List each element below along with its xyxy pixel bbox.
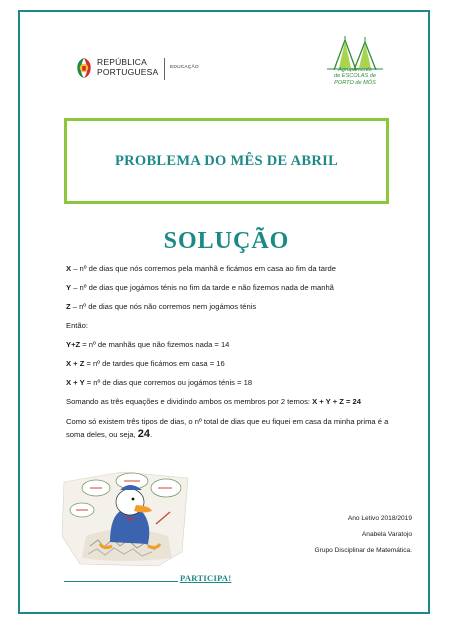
solution-body bbox=[66, 264, 406, 441]
definition-z bbox=[66, 302, 406, 312]
school-year: Ano Letivo 2018/2019 bbox=[347, 515, 412, 522]
equation-2-text: = nº de tardes que ficámos em casa = 16 bbox=[84, 359, 225, 368]
school-towers-icon bbox=[323, 36, 387, 70]
variable-z: Z bbox=[66, 302, 71, 311]
equation-1-text: = nº de manhãs que não fizemos nada = 14 bbox=[80, 340, 230, 349]
author-name: Anabela Varatojo bbox=[361, 531, 412, 538]
footer-underline bbox=[64, 581, 178, 582]
conclusion-text: Como só existem três tipos de dias, o nº total de dias que eu fiquei em casa da minha prima é a soma deles, ou seja, bbox=[66, 417, 389, 439]
school-group-name bbox=[323, 67, 387, 86]
definition-y-text: – nº de dias que jogámos ténis no fim da tarde e não fizemos nada de manhã bbox=[71, 283, 334, 292]
definition-x-text: – nº de dias que nós corremos pela manhã e ficámos em casa ao fim da tarde bbox=[71, 264, 336, 273]
ministry-label: EDUCAÇÃO bbox=[170, 65, 199, 70]
equation-3-text: = nº de dias que corremos ou jogámos ténis = 18 bbox=[84, 378, 253, 387]
logo-divider bbox=[164, 58, 165, 80]
then-label: Então: bbox=[66, 321, 88, 330]
conclusion bbox=[66, 415, 406, 441]
portuguesa-line: PORTUGUESA bbox=[97, 67, 159, 77]
school-line-1: Agrupamento bbox=[338, 67, 372, 73]
school-line-2: de ESCOLAS de bbox=[334, 73, 376, 80]
title-box bbox=[64, 118, 389, 204]
equation-1-lhs: Y+Z bbox=[66, 340, 81, 349]
portugal-emblem-icon bbox=[75, 58, 93, 78]
solution-heading: SOLUÇÃO bbox=[163, 228, 290, 254]
definition-z-text: – nº de dias que nós não corremos nem jogámos ténis bbox=[70, 302, 257, 311]
republica-portuguesa-text bbox=[97, 57, 158, 77]
equation-2 bbox=[66, 359, 406, 369]
school-group-logo bbox=[323, 36, 387, 94]
definition-x bbox=[66, 264, 406, 274]
equation-3 bbox=[66, 378, 406, 388]
equation-2-lhs: X + Z bbox=[66, 359, 85, 368]
variable-y: Y bbox=[66, 283, 72, 292]
department-name: Grupo Disciplinar de Matemática. bbox=[314, 547, 412, 554]
republica-portuguesa-logo bbox=[75, 56, 205, 82]
equation-1 bbox=[66, 340, 406, 350]
variable-x: X bbox=[66, 264, 72, 273]
sum-text: Somando as três equações e dividindo ambos os membros por 2 temos: bbox=[66, 397, 313, 406]
participa-label: PARTICIPA! bbox=[180, 573, 232, 583]
sum-statement bbox=[66, 397, 406, 407]
school-line-3: PORTO de MÓS bbox=[334, 79, 376, 86]
donald-duck-illustration bbox=[60, 466, 192, 570]
definition-y bbox=[66, 283, 406, 293]
page-title: PROBLEMA DO MÊS DE ABRIL bbox=[114, 152, 339, 169]
sum-equation: X + Y + Z = 24 bbox=[312, 397, 361, 406]
signature-block bbox=[292, 511, 412, 559]
republica-line: REPÚBLICA bbox=[97, 57, 147, 67]
conclusion-period: . bbox=[150, 430, 153, 439]
equation-3-lhs: X + Y bbox=[66, 378, 85, 387]
final-answer: 24 bbox=[137, 428, 151, 440]
